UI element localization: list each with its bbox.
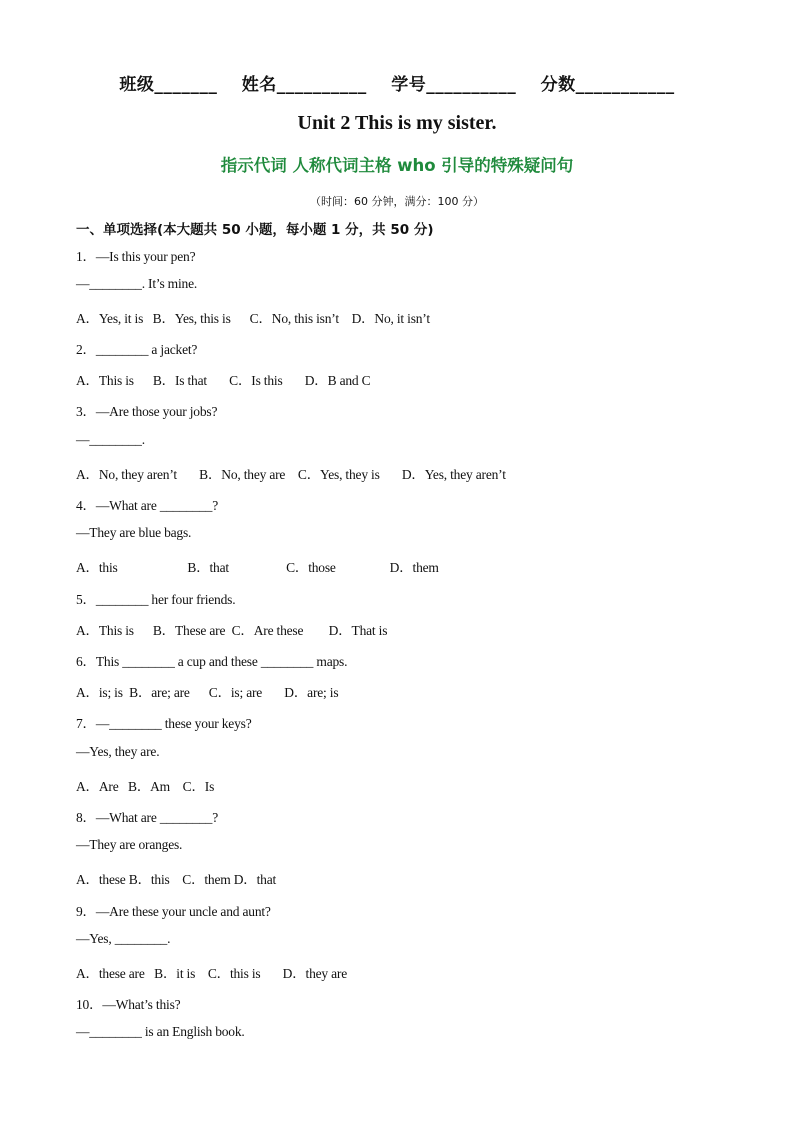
- question-line: —________ is an English book.: [76, 1024, 245, 1039]
- student-id-field: 学号__________: [391, 75, 517, 95]
- question-line: 6．This ________ a cup and these ________ maps.: [76, 654, 348, 669]
- question-line: 1．—Is this your pen?: [76, 249, 196, 264]
- question-line: —________.: [76, 432, 145, 447]
- question-line: —They are oranges.: [76, 837, 183, 852]
- question-line: A．This is B．These are C．Are these D．That is: [76, 623, 388, 638]
- question-line: —Yes, ________.: [76, 931, 171, 946]
- name-field: 姓名__________: [241, 75, 367, 95]
- question-line: 10．—What’s this?: [76, 997, 181, 1012]
- student-info-line: [0, 70, 794, 95]
- question-line: A．This is B．Is that C．Is this D．B and C: [76, 373, 371, 388]
- question-line: A．these B．this C．them D．that: [76, 872, 277, 887]
- worksheet-subtitle: 指示代词 人称代词主格 who 引导的特殊疑问句: [220, 156, 574, 175]
- question-line: 5．________ her four friends.: [76, 592, 236, 607]
- class-field: 班级_______: [119, 75, 218, 95]
- question-line: A．Are B．Am C．Is: [76, 779, 215, 794]
- question-line: 9．—Are these your uncle and aunt?: [76, 904, 271, 919]
- question-line: 3．—Are those your jobs?: [76, 404, 218, 419]
- question-line: 4．—What are ________?: [76, 498, 219, 513]
- question-line: —________. It’s mine.: [76, 276, 198, 291]
- question-line: —They are blue bags.: [76, 525, 192, 540]
- question-line: A．this B．that C．those D．them: [76, 560, 439, 575]
- exam-meta: （时间：60 分钟，满分：100 分）: [310, 195, 484, 208]
- question-line: A．these are B．it is C．this is D．they are: [76, 966, 348, 981]
- section-heading: 一、单项选择(本大题共 50 小题，每小题 1 分，共 50 分): [76, 222, 434, 238]
- question-line: A．Yes, it is B．Yes, this is C．No, this isn’t D．No, it isn’t: [76, 311, 430, 326]
- question-line: A．is; is B．are; are C．is; are D．are; is: [76, 685, 339, 700]
- score-field: 分数___________: [540, 75, 675, 95]
- question-line: —Yes, they are.: [76, 744, 160, 759]
- question-line: 7．—________ these your keys?: [76, 716, 252, 731]
- question-line: 2．________ a jacket?: [76, 342, 198, 357]
- question-line: A．No, they aren’t B．No, they are C．Yes, they is D．Yes, they aren’t: [76, 467, 506, 482]
- question-line: 8．—What are ________?: [76, 810, 219, 825]
- worksheet-title: Unit 2 This is my sister.: [297, 112, 497, 134]
